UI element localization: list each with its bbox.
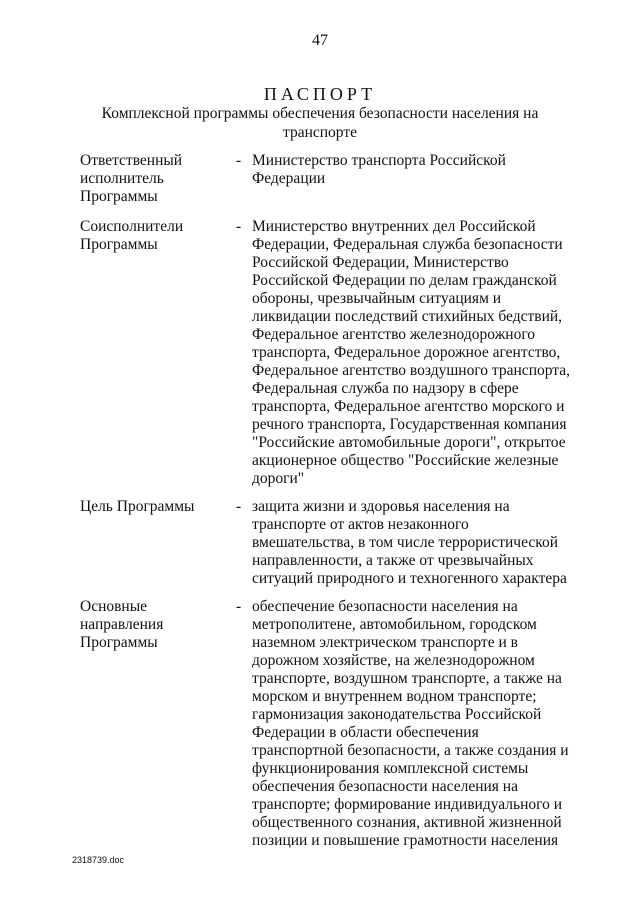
- row-dash: -: [236, 598, 242, 615]
- passport-row-goal: [0, 498, 640, 588]
- file-name-footer: 2318739.doc: [72, 855, 125, 865]
- passport-row-responsible: [0, 152, 640, 206]
- row-dash: -: [236, 498, 242, 515]
- row-value: Министерство транспорта Российской Федерации: [252, 152, 506, 187]
- row-value: Министерство внутренних дел Российской Федерации, Федеральная служба безопасности Российской Федерации, Министерство Российской Федерации по делам гражданской обороны, чрезвычайным ситуациям и ликвидации последствий стихийных бедствий, Федеральное агентство железнодорожного транспорта, Федеральное дорожное агентство, Федеральное агентство воздушного транспорта, Федеральная служба по надзору в сфере транспорта, Федеральное агентство морского и речного транспорта, Государственная компания "Российские автомобильные дороги", открытое акционерное общество "Российские железные дороги": [252, 218, 570, 487]
- row-dash: -: [236, 218, 242, 235]
- row-value: защита жизни и здоровья населения на транспорте от актов незаконного вмешательства, в том числе террористической направленности, а также от чрезвычайных ситуаций природного и техногенного характера: [252, 498, 567, 587]
- row-dash: -: [236, 152, 242, 169]
- passport-table: [0, 152, 640, 850]
- row-label: Ответственный исполнитель Программы: [80, 152, 183, 205]
- page-number: 47: [312, 32, 328, 49]
- passport-row-coexecutors: [0, 218, 640, 488]
- passport-row-directions: [0, 598, 640, 850]
- row-label: Основные направления Программы: [80, 598, 164, 651]
- document-subtitle: Комплексной программы обеспечения безопасности населения на транспорте: [101, 105, 539, 141]
- row-label: Цель Программы: [80, 498, 195, 515]
- document-title: ПАСПОРТ: [263, 84, 377, 104]
- row-value: обеспечение безопасности населения на метрополитене, автомобильном, городском наземном электрическом транспорте и в дорожном хозяйстве, на железнодорожном транспорте, воздушном транспорте, а также на морском и внутреннем водном транспорте; гармонизация законодательства Российской Федерации в области обеспечения транспортной безопасности, а также создания и функционирования комплексной системы обеспечения безопасности населения на транспорте; формирование индивидуального и общественного сознания, активной жизненной позиции и повышение грамотности населения: [252, 598, 569, 849]
- row-label: Соисполнители Программы: [80, 218, 184, 253]
